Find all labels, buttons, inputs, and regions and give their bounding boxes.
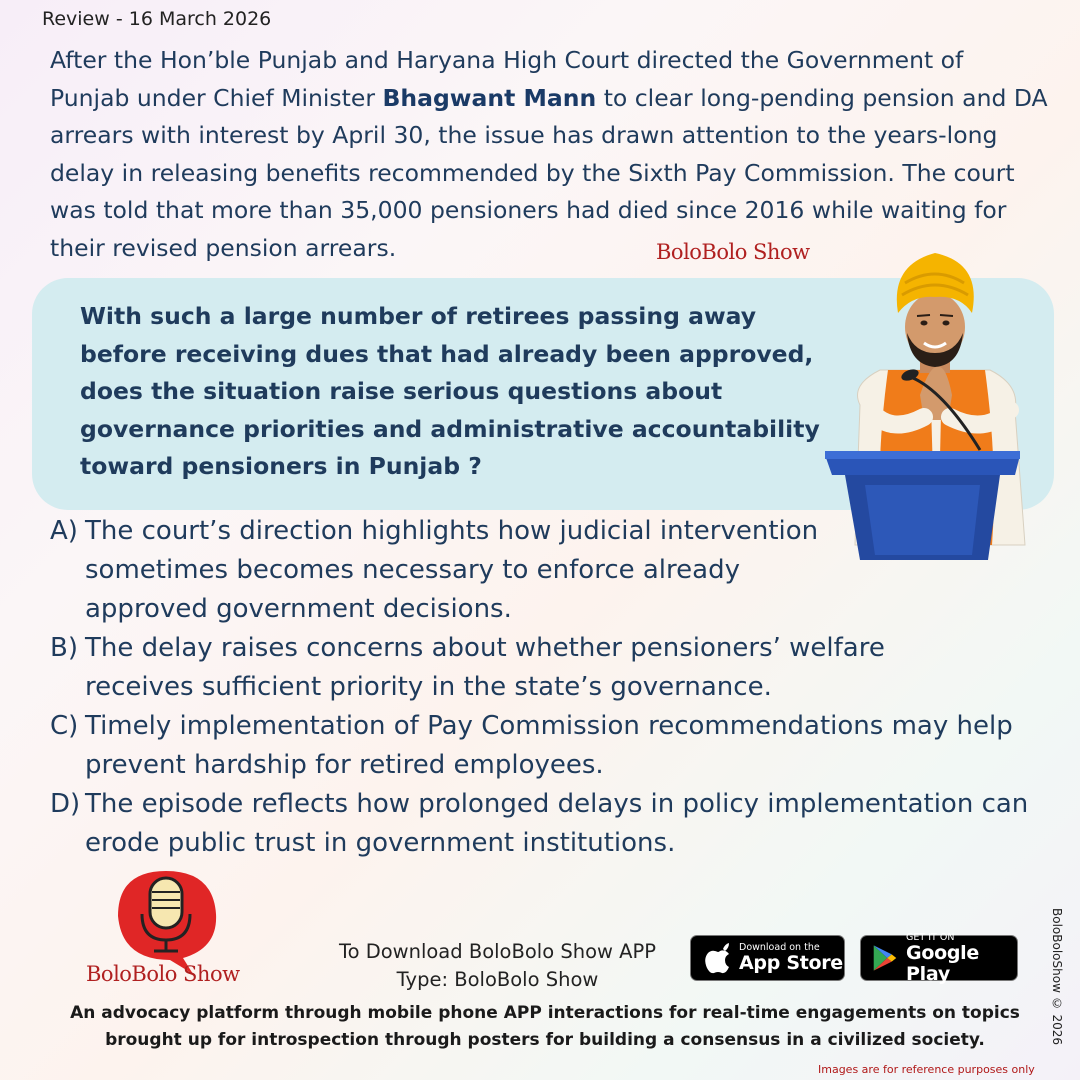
option-d	[50, 785, 1040, 863]
copyright-vertical: BoloBoloShow © 2026	[1050, 908, 1064, 1046]
option-d-text: The episode reflects how prolonged delays in policy implementation can erode public trust in government institutions.	[85, 789, 1029, 858]
app-store-badge[interactable]	[690, 935, 845, 981]
option-c	[50, 707, 1020, 785]
review-date: Review - 16 March 2026	[42, 8, 272, 30]
answer-options	[50, 512, 1050, 863]
option-a	[50, 512, 850, 629]
intro-highlight-name: Bhagwant Mann	[382, 83, 597, 112]
google-play-big: Google Play	[906, 941, 979, 985]
option-a-text: The court’s direction highlights how judicial intervention sometimes becomes necessary to enforce already approved government decisions.	[85, 516, 819, 624]
google-play-icon	[871, 942, 898, 974]
option-a-letter: A)	[50, 516, 78, 546]
option-b	[50, 629, 930, 707]
brand-watermark: BoloBolo Show	[656, 240, 810, 264]
option-c-text: Timely implementation of Pay Commission recommendations may help prevent hardship for retired employees.	[85, 711, 1013, 780]
intro-text-after: to clear long-pending pension and DA arrears with interest by April 30, the issue has drawn attention to the years-long delay in releasing benefits recommended by the Sixth Pay Commission. The court was told that more than 35,000 pensioners had died since 2016 while waiting for their revised pension arrears.	[50, 83, 1048, 262]
image-disclaimer: Images are for reference purposes only	[818, 1063, 1035, 1076]
intro-text-before: After the Hon’ble Punjab and Haryana High Court directed the Government of Punjab under Chief Minister	[50, 46, 964, 112]
download-line-1: To Download BoloBolo Show APP	[338, 940, 657, 963]
google-play-small: GET IT ON	[906, 931, 955, 943]
download-line-2: Type: BoloBolo Show	[396, 968, 599, 991]
platform-tagline: An advocacy platform through mobile phone APP interactions for real-time engagements on topics brought up for introspection through posters for building a consensus in a civilized society.	[70, 1003, 1020, 1050]
app-store-big: App Store	[739, 952, 843, 974]
option-c-letter: C)	[50, 711, 79, 741]
logo-brand-text: BoloBolo Show	[86, 962, 240, 986]
google-play-badge[interactable]	[860, 931, 1018, 985]
option-d-letter: D)	[50, 789, 81, 819]
app-store-small: Download on the	[739, 942, 820, 953]
intro-paragraph	[50, 42, 1050, 267]
question-text: With such a large number of retirees passing away before receiving dues that had already been approved, does the situation raise serious questions about governance priorities and administrative accountability toward pensioners in Punjab ?	[80, 302, 820, 480]
option-b-letter: B)	[50, 633, 78, 663]
download-instructions	[300, 938, 695, 994]
apple-icon	[703, 941, 733, 975]
option-b-text: The delay raises concerns about whether pensioners’ welfare receives sufficient priority in the state’s governance.	[85, 633, 885, 702]
